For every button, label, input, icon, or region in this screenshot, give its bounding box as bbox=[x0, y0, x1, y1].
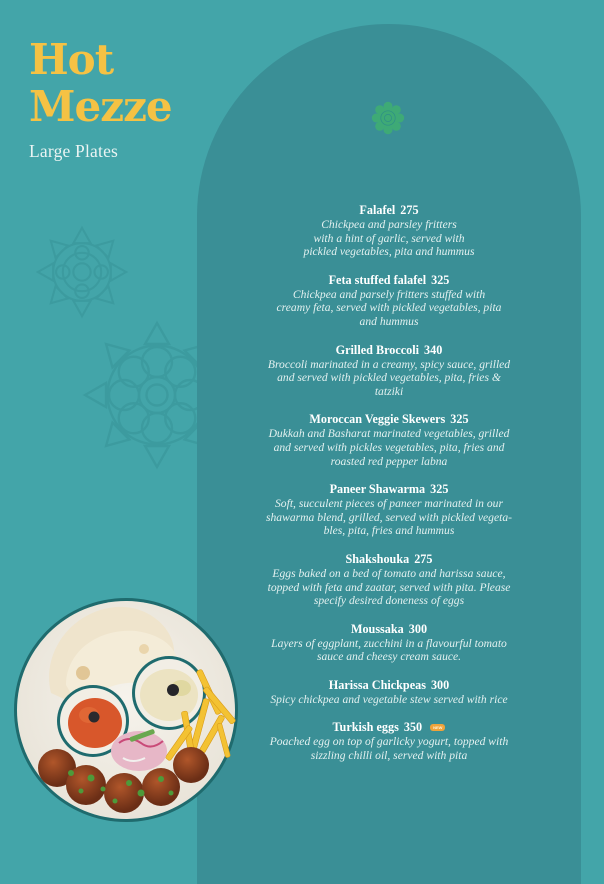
title-line-1: Hot bbox=[29, 35, 114, 84]
item-description bbox=[259, 358, 519, 399]
description-line: Poached egg on top of garlicky yogurt, topped with bbox=[269, 735, 509, 749]
description-line: creamy feta, served with pickled vegetables, pita bbox=[276, 301, 502, 315]
item-price: 300 bbox=[430, 677, 450, 692]
description-line: and hummus bbox=[359, 314, 419, 328]
item-name: Moroccan Veggie Skewers bbox=[309, 412, 446, 427]
item-name: Feta stuffed falafel bbox=[328, 272, 427, 287]
menu-item bbox=[259, 203, 519, 259]
item-price: 350 bbox=[403, 720, 423, 735]
description-line: Soft, succulent pieces of paneer marinated in our bbox=[275, 497, 503, 511]
menu-item bbox=[259, 412, 519, 468]
description-line: Eggs baked on a bed of tomato and harissa sauce, bbox=[272, 566, 506, 580]
item-heading bbox=[259, 203, 519, 218]
item-heading bbox=[259, 482, 519, 497]
description-line: specify desired doneness of eggs bbox=[313, 594, 465, 608]
item-description bbox=[259, 497, 519, 538]
mandala-decoration-small-icon bbox=[34, 224, 130, 320]
item-price: 340 bbox=[424, 342, 443, 357]
menu-item bbox=[259, 678, 519, 707]
item-description bbox=[259, 693, 519, 707]
item-heading bbox=[259, 343, 519, 358]
description-line: with a hint of garlic, served with bbox=[313, 231, 465, 245]
menu-item bbox=[259, 720, 519, 762]
description-line: and served with pickled vegetables, pita, fries & bbox=[277, 371, 501, 385]
item-price: 300 bbox=[408, 621, 428, 636]
item-name: Paneer Shawarma bbox=[329, 482, 426, 497]
item-name: Falafel bbox=[359, 203, 396, 217]
item-price: 325 bbox=[450, 412, 469, 427]
description-line: tatziki bbox=[374, 384, 404, 398]
title-line-2: Mezze bbox=[29, 82, 172, 131]
description-line: Broccoli marinated in a creamy, spicy sauce, grilled bbox=[267, 357, 511, 371]
item-description bbox=[259, 735, 519, 762]
item-name: Grilled Broccoli bbox=[335, 342, 420, 357]
item-heading bbox=[259, 412, 519, 427]
description-line: Spicy chickpea and vegetable stew served with rice bbox=[270, 692, 508, 706]
description-line: Dukkah and Basharat marinated vegetables, grilled bbox=[268, 427, 510, 441]
menu-item bbox=[259, 482, 519, 538]
item-name: Shakshouka bbox=[345, 551, 410, 566]
item-price: 325 bbox=[431, 272, 450, 287]
menu-list bbox=[259, 203, 519, 777]
menu-item bbox=[259, 552, 519, 608]
description-line: topped with feta and zaatar, served with pita. Please bbox=[267, 580, 511, 594]
item-description bbox=[259, 218, 519, 259]
description-line: Layers of eggplant, zucchini in a flavourful tomato bbox=[271, 636, 507, 650]
description-line: shawarma blend, grilled, served with pickled vegeta- bbox=[266, 510, 512, 524]
item-description bbox=[259, 637, 519, 664]
description-line: roasted red pepper labna bbox=[330, 454, 448, 468]
description-line: and served with pickles vegetables, pita, fries and bbox=[273, 440, 505, 454]
section-subtitle: Large Plates bbox=[29, 141, 119, 161]
description-line: sizzling chilli oil, served with pita bbox=[310, 749, 468, 763]
item-heading bbox=[259, 720, 519, 735]
item-name: Harissa Chickpeas bbox=[328, 677, 426, 692]
menu-item bbox=[259, 622, 519, 664]
item-description bbox=[259, 288, 519, 329]
menu-item bbox=[259, 273, 519, 329]
item-heading bbox=[259, 622, 519, 637]
new-badge: NEW bbox=[430, 724, 445, 731]
item-heading bbox=[259, 273, 519, 288]
menu-item bbox=[259, 343, 519, 399]
description-line: Chickpea and parsley fritters bbox=[321, 218, 457, 231]
item-heading bbox=[259, 552, 519, 567]
item-description bbox=[259, 427, 519, 468]
item-heading bbox=[259, 678, 519, 693]
description-line: sauce and cheesy cream sauce. bbox=[316, 650, 462, 664]
item-price: 275 bbox=[414, 551, 433, 566]
item-price: 325 bbox=[430, 482, 449, 497]
description-line: bles, pita, fries and hummus bbox=[323, 524, 455, 538]
mandala-ornament-icon bbox=[370, 100, 406, 136]
mezze-platter-image bbox=[11, 593, 241, 823]
item-name: Turkish eggs bbox=[332, 720, 399, 735]
description-line: Chickpea and parsely fritters stuffed with bbox=[292, 287, 486, 301]
description-line: pickled vegetables, pita and hummus bbox=[303, 245, 475, 259]
item-description bbox=[259, 567, 519, 608]
item-name: Moussaka bbox=[350, 621, 404, 636]
page-title bbox=[29, 36, 172, 130]
item-price: 275 bbox=[400, 203, 419, 217]
